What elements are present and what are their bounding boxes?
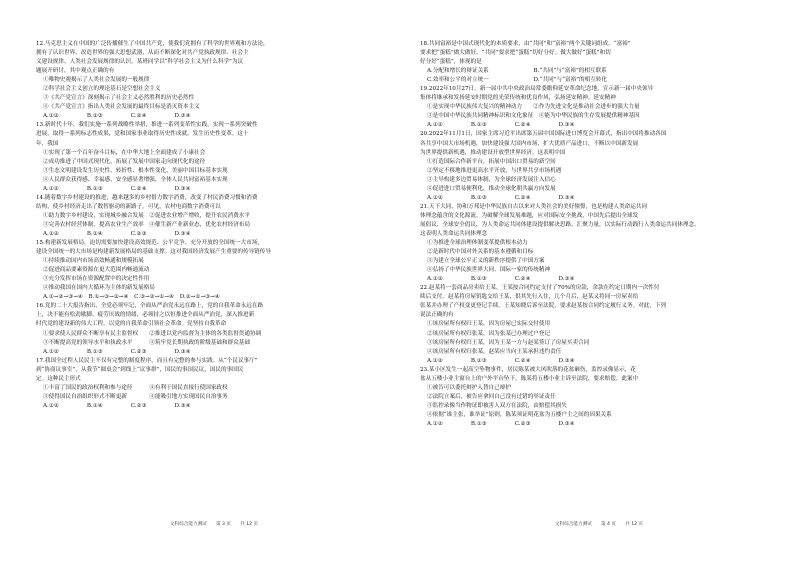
- question-text-line: 张某并办理了产权变更登记手续。王某知晓后诉至法院，要求赵某按合同约定履行义务。对此，下列: [420, 303, 667, 310]
- answer-option-line: ④推动我国在国内大循环为主体的新发展格局: [43, 285, 155, 292]
- answer-option-line: ④弘扬了中华民族世界大同、国际一家的传统精神: [427, 267, 551, 274]
- answer-option-line: A.①② B.①③ C.②③ D.③④: [43, 348, 191, 355]
- question-text-line: 年，我国: [36, 140, 59, 147]
- question-text-line: 结构，使乡村经济走出了数智驱动的新路子。可见，农村电商数字消费可以: [36, 203, 221, 210]
- answer-option-line: A.①② B.①③ C.②④ D.③④: [43, 185, 191, 192]
- question-stem: 21.天下大同、协和万邦是中华民族自古以来对人类社会的美好憧憬，也是构建人类命运共同: [420, 203, 648, 210]
- question-text-line: 盆从五楼小业主窗台上的户外平台坠下，陈某将五楼小业主诉至法院，要求赔偿。此案中: [420, 375, 639, 382]
- left-column: [36, 40, 391, 411]
- answer-option-line: ①唯物史观揭示了人类社会发展的一般规律: [43, 77, 150, 84]
- page-footer-left: 文科综合能力测试 第 3 页 共 12 页: [170, 522, 259, 527]
- answer-option-line: ④该房屋所有权归张某，赵某应当向王某承担违约责任: [427, 348, 562, 355]
- answer-option-line: ①是实现中华民族伟大复兴的精神动力 ②作为先进文化是推动社会进步的强大力量: [427, 104, 640, 111]
- answer-option-line: A.分配和增长的辩证关系 B.“共同”与“富裕”的相互联系: [427, 68, 607, 75]
- answer-option-line: ②该房屋所有权归张某，因为张某已办理过户登记: [427, 330, 551, 337]
- answer-option-line: ②是新时代中国对外关系的基本遵循和目标: [427, 249, 534, 256]
- answer-option-line: ③生态文明建设发生历史性、转折性、根本性变化，美丽中国目标基本实现: [43, 167, 228, 174]
- question-text-line: 上，决不能有松劲歇脚、疲劳厌战的情绪，必须持之以恒推进全面从严治党，深入推进新: [36, 312, 255, 319]
- answer-option-line: ①实现了第一个百年奋斗目标，在中华大地上全面建成了小康社会: [43, 149, 206, 156]
- answer-option-line: ③为建立全球公平正义的新秩序提供了中国方案: [427, 258, 545, 265]
- answer-option-line: A.①② B.①③ C.②④ D.③④: [427, 276, 575, 283]
- question-stem: 13.新时代十年，我们实施一系列战略性举措，推进一系列变革性实践，实现一系列突破性: [36, 122, 258, 129]
- answer-option-line: ③充分发挥市场在资源配置中的决定性作用: [43, 276, 150, 283]
- question-stem: 16.党的二十大报告指出，全党必须牢记，全面从严治党永远在路上，党的自我革命永远在路: [36, 303, 264, 310]
- answer-option-line: A.①② B.①③ C.②④ D.③④: [43, 113, 191, 120]
- answer-option-line: ③使得国民自治组织形式不断更新 ④能吸引地方实现国民自治事务: [43, 393, 228, 400]
- answer-option-line: ①要求使人民群众不断享有民主监督权 ②推进以党内监督为主体的各类监督贯通协调: [43, 330, 262, 337]
- question-text-line: 建设全国统一的大市场是构建新发展格局的基础支撑。这对我国经济发展产生重要的传导链传导: [36, 249, 271, 256]
- question-stem: 22.赵某将一套商品房卖给王某，王某按合同约定支付了70%的房款，余款在约定日期内一次性付: [420, 285, 660, 292]
- question-text-line: 进展，取得一系列标志性成果，党和国家事业取得历史性成就、发生历史性变革。这十: [36, 131, 249, 138]
- answer-option-line: A.①② B.①③ C.②③ D.③④: [427, 420, 575, 427]
- question-stem: 20.2022年11月1日，国家主席习近平出席第五届中国国际进口博览会开幕式，指出中国将推动各国: [420, 131, 667, 138]
- answer-option-line: ①为推进全球治理体制变革提供根本动力: [427, 240, 528, 247]
- answer-option-line: ④《共产党宣言》指出人类社会发展的最终目标是消灭资本主义: [43, 104, 200, 111]
- question-stem: 17.我国全过程人民民主不仅有完整的制度程序，而且有完整的参与实践。从“个民议事厅”: [36, 357, 258, 364]
- question-text-line: 定。这种民主形式: [36, 375, 81, 382]
- answer-option-line: A.①→②→③→④ B.①→③→②→④ C.③→②→①→④ D.②→①→③→④: [43, 294, 220, 301]
- question-text-line: 要求把“蛋糕”做大做好，“共同”要求把“蛋糕”切好分好。做大做好“蛋糕”和切: [420, 50, 611, 57]
- question-stem: 23.某小区发生一起高空坠物事件，居民陈某被大风吹落的花盆砸伤，监控录像显示，花: [420, 366, 636, 373]
- page-footer-right: 文科综合能力测试 第 4 页 共 12 页: [555, 522, 644, 527]
- answer-option-line: ③主导构建多边贸易体制，为全球经济发展注入信心: [427, 176, 556, 183]
- question-stem: 15.构建新发展格局，迫切需要加快建设高效规范、公平竞争、充分开放的全国统一大市场，: [36, 240, 264, 247]
- answer-option-line: ①助力数字乡村建设，实现城乡融合发展 ②促进农业增产增收，提升农民消费水平: [43, 212, 250, 219]
- answer-option-line: ④依据“谁主张，谁举证”原则，陈某须证明花盆为五楼户主之间的因果关系: [427, 411, 612, 418]
- question-text-line: 这表明人类命运共同体理念: [420, 230, 488, 237]
- question-text-line: 时代党的建设新的伟大工程，以党的自我革命引领社会革命。党坚持自我革命: [36, 321, 227, 328]
- answer-option-line: ④促进进口贸易便利化，推动全球化朝共赢方向发展: [427, 185, 556, 192]
- question-stem: 18.共同富裕是中国式现代化的本质要求，由“共同”和“富裕”两个关键词组成。“富裕”: [420, 41, 631, 47]
- question-text-line: 展倡议、全球安全倡议，为人类命运共同体建设提供解决思路、汇聚力量，以实际行动践行人类命运共同体理念。: [420, 221, 700, 228]
- question-text-line: 义建设规律、人类社会发展规律的认识。某班同学以“科学社会主义为什么科学”为议: [36, 59, 244, 66]
- question-text-line: 体理念蕴含的文化源流。为破解全球发展难题，应对国际安全挑战，中国先后提出全球发: [420, 212, 639, 219]
- answer-option-line: ①该房屋所有权归王某，因为房屋已实际交付使用: [427, 321, 551, 328]
- question-text-line: 各共享中国大市场机遇，加快建设强大国内市场，扩大优质产品进口，不断以中国新发展: [420, 140, 639, 147]
- answer-option-line: ③《共产党宣言》深刻揭示了社会主义必然胜利的历史必然性: [43, 95, 195, 102]
- question-text-line: 续后支付。赵某将房屋钥匙交给王某，供其先行入住，几个月后，赵某又将同一房屋卖给: [420, 294, 639, 301]
- answer-option-line: ②坚定不移地推进更高水平开放，与世界共享市场机遇: [427, 167, 562, 174]
- answer-option-line: ③不断提高党的领导水平和执政水平 ④筑牢党长期执政的阶级基础和群众基础: [43, 339, 250, 346]
- answer-option-line: A.①② B.①③ C.②④ D.③④: [427, 122, 575, 129]
- answer-option-line: ②成功推进了中国式现代化，拓展了发展中国家走向现代化的途径: [43, 158, 206, 165]
- right-column: [420, 40, 766, 429]
- question-text-line: 拥有了认识世界、改造世界的强大思想武器，从而不断深化对共产党执政规律、社会主: [36, 50, 249, 57]
- answer-option-line: ③完善农村经营体制，提高农业生产效率 ④催生新产业新业态，优化农村经济布局: [43, 221, 250, 228]
- answer-option-line: ①丰富了国民的政治权利和参与途径 ④有利于国民直接行使国家政权: [43, 384, 228, 391]
- question-text-line: 到“协商议事室”，从我节“圆桌会”到线上“议事群”，国民的事国民议，国民的事国民: [36, 366, 244, 373]
- answer-option-line: ②法院立案后，被告应拿回自己没有过错的举证责任: [427, 393, 556, 400]
- question-stem: 12.马克思主义在中国的广泛传播催生了中国共产党，使我们党拥有了科学的世界观和方法论，: [36, 41, 269, 47]
- answer-option-line: A.①② B.①④ C.②③ D.③④: [43, 230, 191, 237]
- answer-option-line: A.①② B.①④ C.②③ D.③④: [43, 402, 191, 409]
- question-text-line: 好分好“蛋糕”，体现的是: [420, 59, 482, 66]
- answer-option-line: ④人民群众获得感、幸福感、安全感显著增强，全体人民共同富裕基本实现: [43, 176, 228, 183]
- answer-option-line: C.效率和公平的对立统一 D.“共同”与“富裕”的相互转化: [427, 77, 607, 84]
- answer-option-line: ②科学社会主义创立的理论基石是空想社会主义: [43, 86, 161, 93]
- answer-option-line: ③是中国中华民族共同精神标识和文化象征 ④能为中华民族的生存发展提供精神基因: [427, 113, 640, 120]
- answer-option-line: ②促进商品要素资源在更大范围内畅通流动: [43, 267, 150, 274]
- answer-option-line: A.①② B.①③ C.②④ D.③④: [427, 357, 575, 364]
- question-stem: 14.随着数字乡村建设的推进，越来越多的乡村借力数字消费，改变了村民消费习惯和消费: [36, 194, 258, 201]
- answer-option-line: A.①② B.①③ C.②④ D.③④: [427, 194, 575, 201]
- question-stem: 19.2022年10月27日，新一届中共中央政治局常委瞻仰延安革命纪念地，宣示新一届中央领导: [420, 86, 654, 93]
- question-text-line: 说法正确的有: [420, 312, 454, 319]
- answer-option-line: ①被告可以委托辩护人替自己辩护: [427, 384, 511, 391]
- answer-option-line: ③该房屋所有权归王某，因为王某一方与赵某签订了房屋买卖合同: [427, 339, 590, 346]
- question-text-line: 集体将继承和发扬延安时期党的光荣传统和优良作风，弘扬延安精神。延安精神: [420, 95, 616, 102]
- answer-option-line: ①持续推动国内市场高效畅通和规模拓展: [43, 258, 144, 265]
- question-text-line: 题展开研讨，其中观点正确的有: [36, 68, 115, 75]
- question-text-line: 为世界提供新机遇，推动建设开放型世界经济。这表明中国: [420, 149, 566, 156]
- answer-option-line: ①打造国际合作新平台，拓展中国出口贸易的新空间: [427, 158, 556, 165]
- answer-option-line: ③监控录像当作物证即被害人双方在法院，由赔偿其损失: [427, 402, 567, 409]
